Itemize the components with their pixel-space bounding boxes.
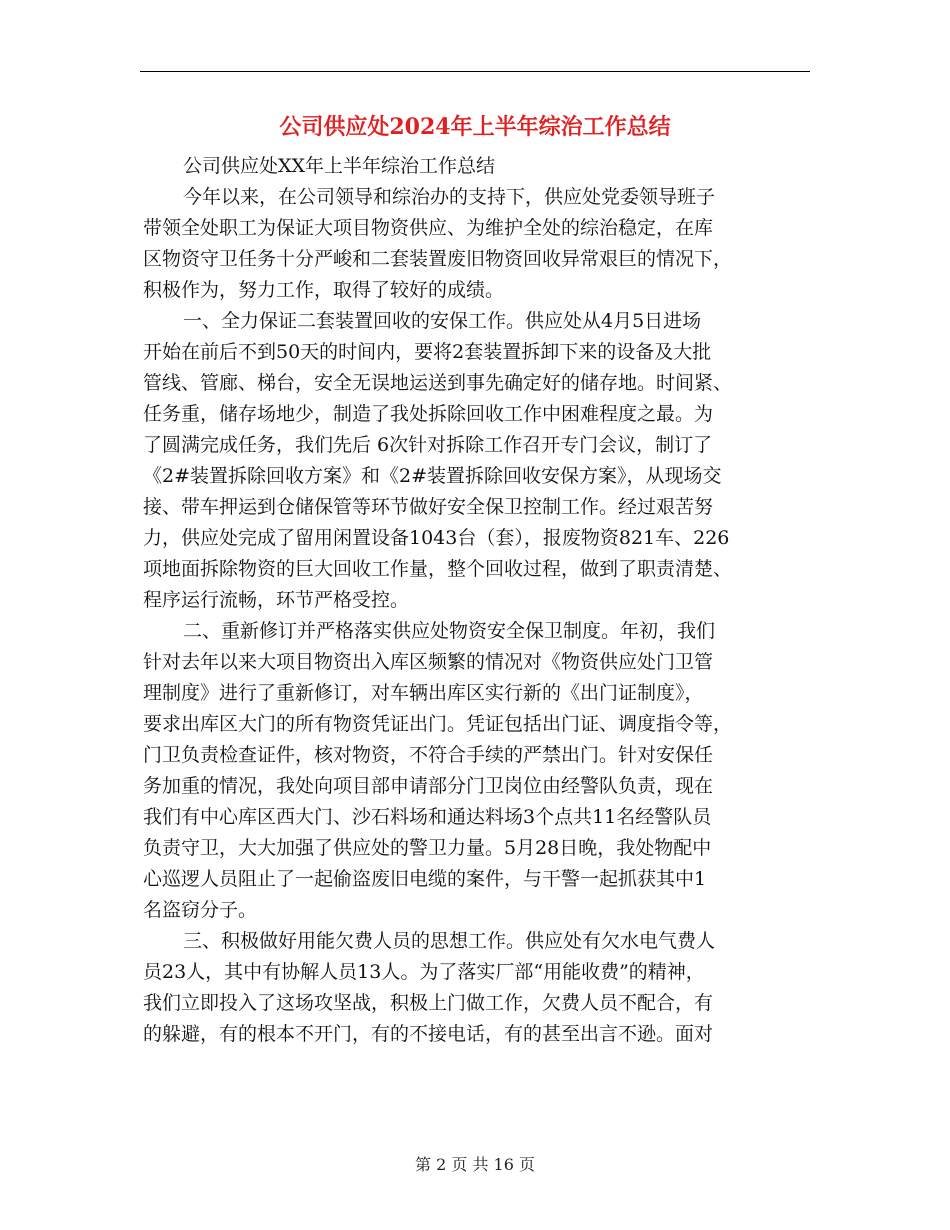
text-line: 今年以来，在公司领导和综治办的支持下，供应处党委领导班子 xyxy=(183,186,716,208)
text-line: 力，供应处完成了留用闲置设备1043台（套），报废物资821车、226 xyxy=(143,527,730,549)
text-line: 的躲避，有的根本不开门，有的不接电话，有的甚至出言不逊。面对 xyxy=(143,1023,714,1045)
text-line: 门卫负责检查证件，核对物资，不符合手续的严禁出门。针对安保任 xyxy=(143,744,714,766)
text-line: 一、全力保证二套装置回收的安保工作。供应处从4月5日进场 xyxy=(183,310,702,332)
text-line: 名盗窃分子。 xyxy=(143,899,258,921)
paragraph-section-3 xyxy=(143,926,811,1050)
text-line: 三、积极做好用能欠费人员的思想工作。供应处有欠水电气费人 xyxy=(183,930,716,952)
document-body xyxy=(143,151,811,1050)
text-line: 要求出库区大门的所有物资凭证出门。凭证包括出门证、调度指令等， xyxy=(143,713,733,735)
text-line: 我们有中心库区西大门、沙石料场和通达料场3个点共11名经警队员 xyxy=(143,806,712,828)
paragraph-intro xyxy=(143,182,811,306)
text-line: 管线、管廊、梯台，安全无误地运送到事先确定好的储存地。时间紧、 xyxy=(143,372,733,394)
text-line: 开始在前后不到50天的时间内，要将2套装置拆卸下来的设备及大批 xyxy=(143,341,712,363)
text-line: 我们立即投入了这场攻坚战，积极上门做工作，欠费人员不配合，有 xyxy=(143,992,714,1014)
text-line: 积极作为，努力工作，取得了较好的成绩。 xyxy=(143,279,505,301)
text-line: 员23人，其中有协解人员13人。为了落实厂部“用能收费”的精神， xyxy=(143,961,705,983)
page-number: 第 2 页 共 16 页 xyxy=(415,1155,535,1174)
text-line: 任务重，储存场地少，制造了我处拆除回收工作中困难程度之最。为 xyxy=(143,403,714,425)
header-rule xyxy=(140,71,810,72)
text-line: 接、带车押运到仓储保管等环节做好安全保卫控制工作。经过艰苦努 xyxy=(143,496,714,518)
text-line: 公司供应处XX年上半年综治工作总结 xyxy=(183,155,496,177)
paragraph-subtitle xyxy=(143,151,811,182)
text-line: 区物资守卫任务十分严峻和二套装置废旧物资回收异常艰巨的情况下， xyxy=(143,248,733,270)
paragraph-section-1 xyxy=(143,306,811,616)
text-line: 针对去年以来大项目物资出入库区频繁的情况对《物资供应处门卫管 xyxy=(143,651,714,673)
text-line: 心巡逻人员阻止了一起偷盗废旧电缆的案件，与干警一起抓获其中1 xyxy=(143,868,707,890)
text-line: 负责守卫，大大加强了供应处的警卫力量。5月28日晚，我处物配中 xyxy=(143,837,712,859)
text-line: 二、重新修订并严格落实供应处物资安全保卫制度。年初，我们 xyxy=(183,620,716,642)
text-line: 务加重的情况，我处向项目部申请部分门卫岗位由经警队负责，现在 xyxy=(143,775,714,797)
text-line: 《2#装置拆除回收方案》和《2#装置拆除回收安保方案》，从现场交 xyxy=(143,465,722,487)
paragraph-section-2 xyxy=(143,616,811,926)
text-line: 带领全处职工为保证大项目物资供应、为维护全处的综治稳定，在库 xyxy=(143,217,714,239)
text-line: 理制度》进行了重新修订，对车辆出库区实行新的《出门证制度》， xyxy=(143,682,704,704)
text-line: 项地面拆除物资的巨大回收工作量，整个回收过程，做到了职责清楚、 xyxy=(143,558,733,580)
text-line: 程序运行流畅，环节严格受控。 xyxy=(143,589,410,611)
document-title: 公司供应处2024年上半年综治工作总结 xyxy=(279,114,671,140)
text-line: 了圆满完成任务，我们先后 6次针对拆除工作召开专门会议，制订了 xyxy=(143,434,713,456)
